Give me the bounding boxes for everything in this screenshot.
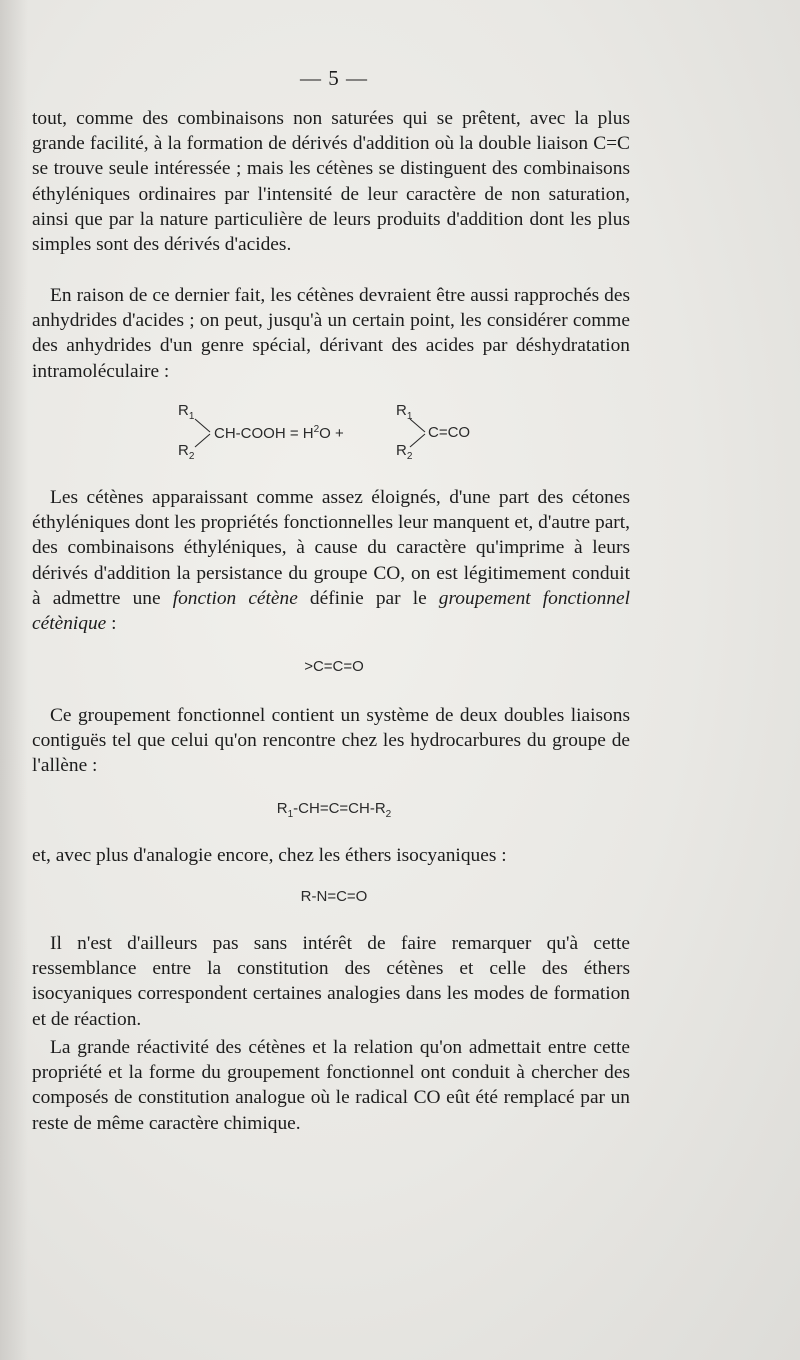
r2-right: $R_2$ [396,442,413,462]
dehydration-reaction [176,402,506,466]
emphasis-groupement: groupement fonctionnel cétènique [32,587,631,635]
paragraph-6-text: Il n'est d'ailleurs pas sans intérêt de faire remarquer qu'à cette ressemblance entre la constitution des cétènes et celle des éthers isocyaniques correspondent certaines analogies dans les modes de formation et de réaction. [32,933,630,1030]
paragraph-3 [32,485,630,636]
acid-and-water: CH-COOH = $H^2O$ + [214,424,344,442]
paragraph-7 [32,1035,630,1136]
formula-ketene-group: >C=C=O [304,658,364,675]
paragraph-7-text: La grande réactivité des cétènes et la relation qu'on admettait entre cette propriété et la forme du groupement fonctionnel ont conduit à chercher des composés de constitution analogue où le radical CO eût été remplacé par un reste de même caractère chimique. [32,1037,630,1134]
paragraph-2-text: En raison de ce dernier fait, les cétènes devraient être aussi rapprochés des anhydrides d'acides ; on peut, jusqu'à un certain point, les considérer comme des anhydrides d'un genre spécial, dérivant des acides par déshydratation intramoléculaire : [32,285,630,382]
r1-right: $R_1$ [396,402,413,422]
paragraph-1 [32,106,630,257]
paragraph-5 [32,843,630,868]
paragraph-4-text: Ce groupement fonctionnel contient un système de deux doubles liaisons contiguës tel que celui qu'on rencontre chez les hydrocarbures du groupe de l'allène : [32,705,630,777]
page-shadow [0,0,28,1360]
page-number: — 5 — [300,66,368,90]
paragraph-2 [32,283,630,384]
r1-left: $R_1$ [178,402,195,422]
paragraph-3-text: Les cétènes apparaissant comme assez éloignés, d'une part des cétones éthyléniques dont les propriétés fonctionnelles leur manquent et, d'autre part, des combinaisons éthyléniques, à cause du caractère qu'imprime à leurs dérivés d'addition la persistance du groupe CO, on est légitimement conduit à admettre une fonction cétène définie par le groupement fonctionnel cétènique : [32,487,631,635]
paragraph-5-text: et, avec plus d'analogie encore, chez les éthers isocyaniques : [32,845,507,866]
formula-allene: $R_1-CH=C=CH-R_2$ [276,800,392,820]
paragraph-6 [32,931,630,1032]
ketene-product: C=CO [428,424,471,441]
formula-isocyanate: R-N=C=O [300,888,368,905]
paragraph-4 [32,703,630,779]
paragraph-1-text: tout, comme des combinaisons non saturées qui se prêtent, avec la plus grande facilité, à la formation de dérivés d'addition où la double liaison C=C se trouve seule intéressée ; mais les cétènes se distinguent des combinaisons éthyléniques ordinaires par l'intensité de leur caractère de non saturation, ainsi que par la nature particulière de leurs produits d'addition dont les plus simples sont des dérivés d'acides. [32,108,630,256]
r2-left: $R_2$ [178,442,195,462]
emphasis-fonction-cetene: fonction cétène [172,587,298,609]
